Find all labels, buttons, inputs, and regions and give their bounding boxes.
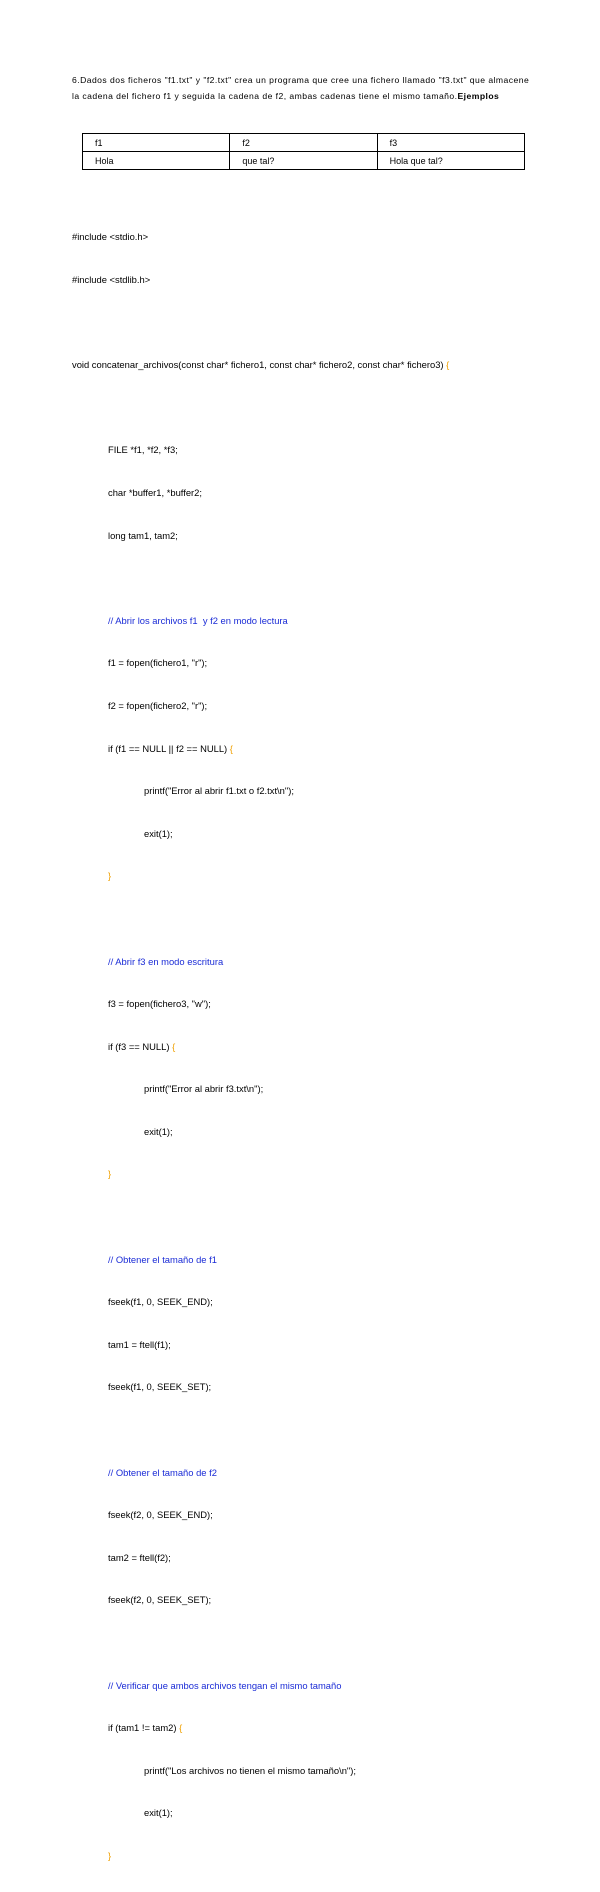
exercise-statement xyxy=(72,72,532,104)
code-comment: // Abrir los archivos f1 y f2 en modo lectura xyxy=(108,614,288,626)
code-comment: // Obtener el tamaño de f2 xyxy=(108,1466,217,1478)
code-line: printf("Los archivos no tienen el mismo tamaño\n"); xyxy=(144,1764,356,1776)
code-comment: // Verificar que ambos archivos tengan el mismo tamaño xyxy=(108,1679,342,1691)
function-signature xyxy=(72,358,592,372)
signature-text: void concatenar_archivos(const char* fichero1, const char* fichero2, const char* fichero3) xyxy=(72,359,447,371)
code-line: char *buffer1, *buffer2; xyxy=(108,486,202,498)
blank-line xyxy=(72,316,592,330)
example-table xyxy=(82,133,525,170)
code-line: fseek(f2, 0, SEEK_SET); xyxy=(108,1594,212,1606)
code-line: fseek(f2, 0, SEEK_END); xyxy=(108,1509,213,1521)
table-cell: que tal? xyxy=(230,152,377,170)
table-header-row xyxy=(83,134,525,152)
code-comment: // Abrir f3 en modo escritura xyxy=(108,955,224,967)
table-header-cell: f3 xyxy=(377,134,524,152)
code-line: fseek(f1, 0, SEEK_END); xyxy=(108,1296,213,1308)
table-cell: Hola que tal? xyxy=(377,152,524,170)
code-line xyxy=(72,1721,592,1735)
code-line: printf("Error al abrir f1.txt o f2.txt\n"); xyxy=(144,785,294,797)
close-brace: } xyxy=(108,1849,112,1861)
code-line: exit(1); xyxy=(144,1807,173,1819)
code-line: f2 = fopen(fichero2, "r"); xyxy=(108,699,208,711)
blank-line xyxy=(72,1423,592,1437)
code-line: #include <stdlib.h> xyxy=(72,274,151,285)
close-brace: } xyxy=(108,870,112,882)
blank-line xyxy=(72,912,592,926)
open-brace: { xyxy=(446,359,450,371)
open-brace: { xyxy=(229,742,233,754)
code-line: printf("Error al abrir f3.txt\n"); xyxy=(144,1083,264,1095)
open-brace: { xyxy=(172,1040,176,1052)
code-line: FILE *f1, *f2, *f3; xyxy=(108,444,178,456)
code-line: #include <stdio.h> xyxy=(72,231,149,243)
table-header-cell: f1 xyxy=(83,134,230,152)
code-block xyxy=(72,202,592,1892)
code-line: exit(1); xyxy=(144,1125,173,1137)
blank-line xyxy=(72,1636,592,1650)
code-line: f3 = fopen(fichero3, "w"); xyxy=(108,998,211,1010)
code-line xyxy=(72,742,592,756)
table-row xyxy=(83,152,525,170)
code-text: if (tam1 != tam2) xyxy=(108,1722,180,1734)
code-line: exit(1); xyxy=(144,827,173,839)
close-brace: } xyxy=(108,1168,112,1180)
blank-line xyxy=(72,401,592,415)
code-line: long tam1, tam2; xyxy=(108,529,178,541)
code-line: f1 = fopen(fichero1, "r"); xyxy=(108,657,208,669)
code-comment: // Obtener el tamaño de f1 xyxy=(108,1253,217,1265)
blank-line xyxy=(72,1210,592,1224)
code-text: if (f3 == NULL) xyxy=(108,1040,173,1052)
exercise-text: 6.Dados dos ficheros "f1.txt" y "f2.txt" crea un programa que cree una fichero llamado "f3.txt" que almacene la cadena del fichero f1 y seguida la cadena de f2, ambas cadenas tiene el mismo tamaño. xyxy=(72,75,530,101)
code-text: if (f1 == NULL || f2 == NULL) xyxy=(108,742,230,754)
examples-label: Ejemplos xyxy=(457,91,500,101)
code-line: fseek(f1, 0, SEEK_SET); xyxy=(108,1381,212,1393)
code-line: tam2 = ftell(f2); xyxy=(108,1551,171,1563)
blank-line xyxy=(72,571,592,585)
code-line xyxy=(72,1040,592,1054)
table-header-cell: f2 xyxy=(230,134,377,152)
table-cell: Hola xyxy=(83,152,230,170)
code-line: tam1 = ftell(f1); xyxy=(108,1338,171,1350)
open-brace: { xyxy=(179,1722,183,1734)
